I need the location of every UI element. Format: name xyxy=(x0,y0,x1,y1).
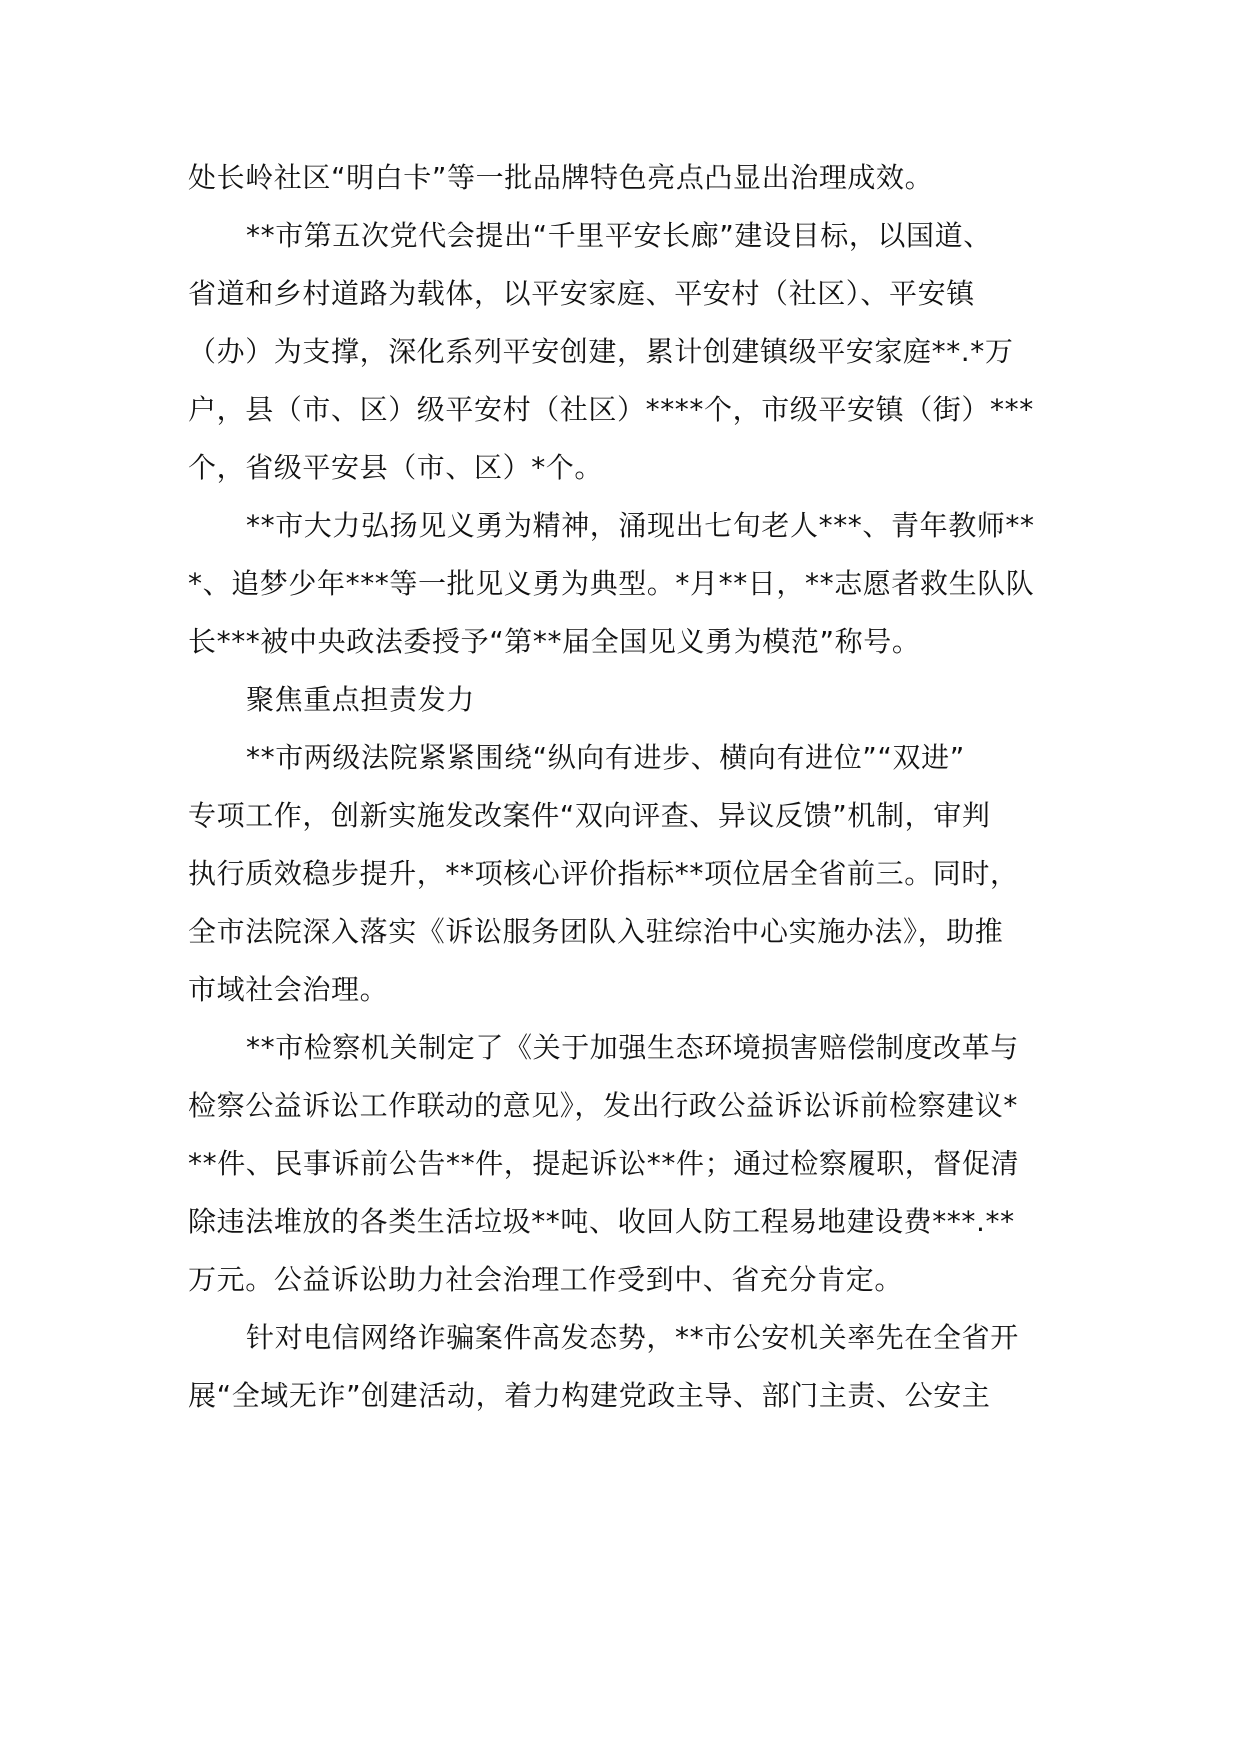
paragraph-2-line-3: （办）为支撑，深化系列平安创建，累计创建镇级平安家庭**.*万 xyxy=(188,335,1014,368)
paragraph-6-line-3: **件、民事诉前公告**件，提起诉讼**件；通过检察履职，督促清 xyxy=(188,1147,1020,1180)
paragraph-7-line-2: 展“全域无诈”创建活动，着力构建党政主导、部门主责、公安主 xyxy=(188,1379,991,1412)
paragraph-5-line-4: 全市法院深入落实《诉讼服务团队入驻综治中心实施办法》，助推 xyxy=(188,915,1004,948)
paragraph-5-line-1: **市两级法院紧紧围绕“纵向有进步、横向有进位”“双进” xyxy=(246,741,965,774)
paragraph-6-line-2: 检察公益诉讼工作联动的意见》，发出行政公益诉讼诉前检察建议* xyxy=(188,1089,1019,1122)
paragraph-1-line-1: 处长岭社区“明白卡”等一批品牌特色亮点凸显出治理成效。 xyxy=(188,161,934,194)
paragraph-5-line-2: 专项工作，创新实施发改案件“双向评查、异议反馈”机制，审判 xyxy=(188,799,991,832)
paragraph-2-line-4: 户，县（市、区）级平安村（社区）****个，市级平安镇（街）*** xyxy=(188,393,1034,426)
paragraph-6-line-5: 万元。公益诉讼助力社会治理工作受到中、省充分肯定。 xyxy=(188,1263,904,1296)
paragraph-6-line-4: 除违法堆放的各类生活垃圾**吨、收回人防工程易地建设费***.** xyxy=(188,1205,1015,1238)
paragraph-7-line-1: 针对电信网络诈骗案件高发态势，**市公安机关率先在全省开 xyxy=(246,1321,1019,1354)
paragraph-3-line-2: *、追梦少年***等一批见义勇为典型。*月**日，**志愿者救生队队 xyxy=(188,567,1035,600)
paragraph-3-line-3: 长***被中央政法委授予“第**届全国见义勇为模范”称号。 xyxy=(188,625,921,658)
paragraph-2-line-5: 个，省级平安县（市、区）*个。 xyxy=(188,451,604,484)
paragraph-5-line-3: 执行质效稳步提升，**项核心评价指标**项位居全省前三。同时， xyxy=(188,857,1019,890)
section-heading: 聚焦重点担责发力 xyxy=(246,683,475,716)
paragraph-2-line-1: **市第五次党代会提出“千里平安长廊”建设目标，以国道、 xyxy=(246,219,992,252)
paragraph-3-line-1: **市大力弘扬见义勇为精神，涌现出七旬老人***、青年教师** xyxy=(246,509,1035,542)
paragraph-6-line-1: **市检察机关制定了《关于加强生态环境损害赔偿制度改革与 xyxy=(246,1031,1019,1064)
paragraph-5-line-5: 市域社会治理。 xyxy=(188,973,389,1006)
paragraph-2-line-2: 省道和乡村道路为载体，以平安家庭、平安村（社区）、平安镇 xyxy=(188,277,975,310)
